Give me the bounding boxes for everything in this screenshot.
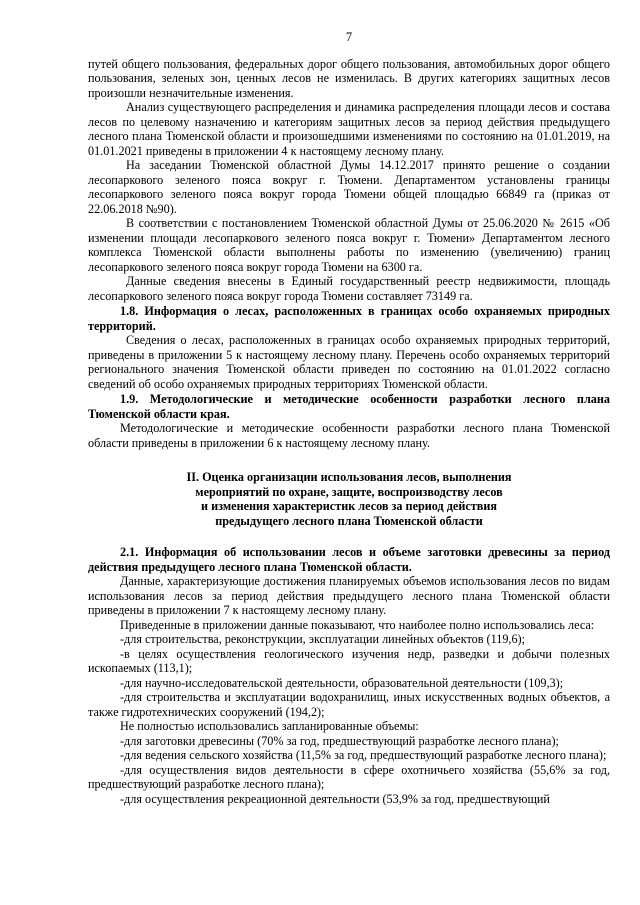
section-2-title-line: предыдущего лесного плана Тюменской области [215, 513, 483, 528]
paragraph-6: Сведения о лесах, расположенных в границах особо охраняемых природных территорий, приведены в приложении 5 к настоящему лесному плану. Перечень особо охраняемых территорий регионального значения Тюменской области приведен по состоянию на 01.01.2022 согласно сведений об особо охраняемых природных территориях Тюменской области. [88, 333, 610, 391]
heading-1-8: 1.8. Информация о лесах, расположенных в границах особо охраняемых природных территорий. [88, 304, 610, 333]
paragraph-3: На заседании Тюменской областной Думы 14.12.2017 принято решение о создании лесопаркового зеленого пояса вокруг г. Тюмени. Департаментом установлены границы лесопаркового зеленого пояса вокруг города Тюмени общей площадью 66849 га (приказ от 22.06.2018 №90). [88, 158, 610, 216]
section-2-title-line: мероприятий по охране, защите, воспроизводству лесов [195, 484, 503, 499]
list-item: -для осуществления видов деятельности в сфере охотничьего хозяйства (55,6% за год, предшествующий разработке лесного плана); [88, 762, 610, 791]
list-item: -для осуществления рекреационной деятельности (53,9% за год, предшествующий [120, 791, 550, 806]
paragraph-7: Методологические и методические особенности разработки лесного плана Тюменской области приведены в приложении 6 к настоящему лесному плану. [88, 421, 610, 450]
paragraph-2: Анализ существующего распределения и динамика распределения площади лесов и состава лесов по целевому назначению и категориям защитных лесов за период действия предыдущего лесного плана Тюменской области и произошедшими изменениями по состоянию на 01.01.2019, на 01.01.2021 приведены в приложении 4 к настоящему лесному плану. [88, 100, 610, 158]
paragraph-8: Данные, характеризующие достижения планируемых объемов использования лесов по видам использования лесов за период действия предыдущего лесного плана Тюменской области приведены в приложении 7 к настоящему лесному плану. [88, 574, 610, 617]
list-item: -для ведения сельского хозяйства (11,5% за год, предшествующий разработке лесного плана); [120, 748, 607, 762]
paragraph-1: путей общего пользования, федеральных дорог общего пользования, автомобильных дорог общего пользования, зеленых зон, ценных лесов не изменилась. В других категориях защитных лесов произошли незначительные изменения. [88, 56, 610, 100]
list-item: -в целях осуществления геологического изучения недр, разведки и добычи полезных ископаемых (113,1); [88, 646, 610, 675]
page-number: 7 [345, 30, 353, 44]
paragraph-10: Не полностью использовались запланированные объемы: [120, 719, 419, 733]
section-2-title-line: II. Оценка организации использования лесов, выполнения [186, 470, 512, 484]
list-item: -для строительства, реконструкции, эксплуатации линейных объектов (119,6); [120, 632, 525, 646]
heading-2-1: 2.1. Информация об использовании лесов и объеме заготовки древесины за период действия предыдущего лесного плана Тюменской области. [88, 545, 610, 574]
list-item: -для заготовки древесины (70% за год, предшествующий разработке лесного плана); [120, 733, 559, 748]
paragraph-5: Данные сведения внесены в Единый государственный реестр недвижимости, площадь лесопаркового зеленого пояса вокруг города Тюмени составляет 73149 га. [88, 274, 610, 303]
paragraph-4: В соответствии с постановлением Тюменской областной Думы от 25.06.2020 № 2615 «Об изменении площади лесопаркового зеленого пояса вокруг г. Тюмени» Департаментом лесного комплекса Тюменской области выполнены работы по изменению (увеличению) границ лесопаркового зеленого пояса вокруг города Тюмени на 6300 га. [88, 216, 610, 274]
list-item: -для строительства и эксплуатации водохранилищ, иных искусственных водных объектов, а также гидротехнических сооружений (194,2); [88, 690, 610, 719]
section-2-title-line: и изменения характеристик лесов за период действия [201, 499, 497, 513]
paragraph-9: Приведенные в приложении данные показывают, что наиболее полно использовались леса: [120, 617, 595, 632]
section-2-title [88, 470, 610, 528]
list-item: -для научно-исследовательской деятельности, образовательной деятельности (109,3); [120, 675, 564, 690]
heading-1-9: 1.9. Методологические и методические особенности разработки лесного плана Тюменской области края. [88, 392, 610, 421]
